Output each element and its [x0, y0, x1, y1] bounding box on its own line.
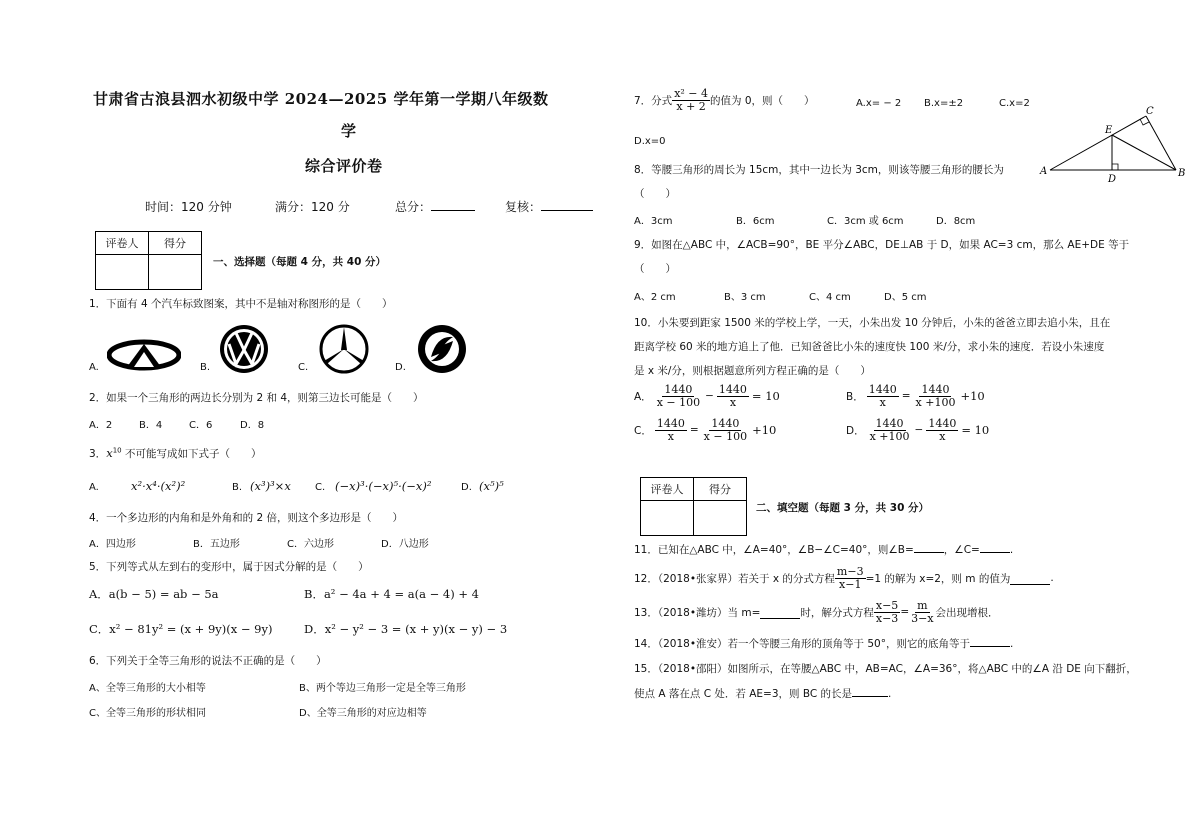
label-e: E: [1105, 125, 1113, 136]
q9-option-a[interactable]: A、2 cm: [634, 292, 676, 303]
q5-option-a[interactable]: A．a(b − 5) = ab − 5a: [89, 587, 219, 601]
dongfeng-logo-icon: [415, 323, 469, 375]
q6-option-d[interactable]: D、全等三角形的对应边相等: [299, 708, 427, 719]
q5-option-d[interactable]: D．x² − y² − 3 = (x + y)(x − y) − 3: [304, 622, 508, 636]
q11-blank-c[interactable]: [980, 552, 1010, 553]
q7-option-b[interactable]: B.x=±2: [924, 98, 964, 109]
question-7-stem: 7．分式 $\frac{\text{x² − 4}}{x + 2}$ 的值为 0，则（ ）: [634, 87, 815, 113]
q2-option-d[interactable]: D．8: [240, 420, 265, 431]
q2-option-c[interactable]: C．6: [189, 420, 213, 431]
q3-option-d[interactable]: D.: [461, 482, 472, 493]
q13-blank[interactable]: [760, 606, 800, 619]
q6-option-c[interactable]: C、全等三角形的形状相同: [89, 708, 206, 719]
q10-option-c[interactable]: C． $\frac{1440}{x}$ = $\frac{1440}{x - 100}$ +10: [634, 417, 777, 443]
question-14: 14．（2018•淮安）若一个等腰三角形的顶角等于 50°，则它的底角等于 .: [634, 638, 1014, 650]
label-c: C: [1146, 106, 1154, 117]
q7-fraction: $\frac{\text{x² − 4}}{x + 2}$: [674, 87, 709, 113]
question-6-stem: 6．下列关于全等三角形的说法不正确的是（ ）: [89, 655, 327, 667]
q2-option-b[interactable]: B．4: [139, 420, 163, 431]
score-header: 得分: [694, 478, 747, 501]
q12-blank[interactable]: [1010, 572, 1050, 585]
question-10-line3: 是 x 米/分，则根据题意所列方程正确的是（ ）: [634, 365, 871, 377]
q5-option-b[interactable]: B．a² − 4a + 4 = a(a − 4) + 4: [304, 587, 479, 601]
q7-option-c[interactable]: C.x=2: [999, 98, 1030, 109]
page-title: 甘肃省古浪县泗水初级中学 2024—2025 学年第一学期八年级数: [93, 90, 549, 108]
q4-option-c[interactable]: C．六边形: [287, 539, 334, 550]
q4-option-a[interactable]: A．四边形: [89, 539, 136, 550]
question-12: 12．（2018•张家界）若关于 x 的分式方程 $\frac{m-3}{x-1}$ =1 的解为 x=2，则 m 的值为 .: [634, 565, 1054, 591]
grader-header: 评卷人: [96, 232, 149, 255]
q3-expr-c: (−x)³·(−x)⁵·(−x)²: [335, 479, 432, 493]
page-title-cont: 学: [341, 122, 357, 140]
grader-table-2: [640, 477, 747, 536]
question-2-stem: 2．如果一个三角形的两边长分别为 2 和 4，则第三边长可能是（ ）: [89, 392, 424, 404]
score-header: 得分: [149, 232, 202, 255]
page-subtitle: 综合评价卷: [305, 157, 383, 175]
exam-time: 时间：120 分钟: [145, 200, 232, 214]
question-5-stem: 5．下列等式从左到右的变形中，属于因式分解的是（ ）: [89, 561, 369, 573]
question-1-stem: 1．下面有 4 个汽车标致图案，其中不是轴对称图形的是（ ）: [89, 298, 393, 310]
q1-option-d[interactable]: D.: [395, 362, 406, 373]
q8-option-a[interactable]: A．3cm: [634, 216, 673, 227]
question-8-paren: （ ）: [634, 188, 676, 200]
q11-blank-b[interactable]: [914, 552, 944, 553]
question-13: 13．（2018•潍坊）当 m= 时，解分式方程 $\frac{x-5}{x-3}$ = $\frac{m}{3-x}$ 会出现增根．: [634, 599, 999, 625]
volkswagen-logo-icon: [218, 323, 270, 375]
q10-option-b[interactable]: B． $\frac{1440}{x}$ = $\frac{1440}{x +100}$ +10: [846, 383, 985, 409]
q8-option-c[interactable]: C．3cm 或 6cm: [827, 216, 904, 227]
grader-header: 评卷人: [641, 478, 694, 501]
q10-option-a[interactable]: A． $\frac{1440}{x - 100}$ − $\frac{1440}{x}$ = 10: [634, 383, 780, 409]
q3-expr-d: (x⁵)⁵: [479, 479, 504, 493]
total-score-blank[interactable]: [431, 210, 475, 211]
review-label: 复核：: [505, 198, 593, 215]
score-cell[interactable]: [149, 255, 202, 290]
question-15-line1: 15．（2018•邵阳）如图所示，在等腰△ABC 中，AB=AC，∠A=36°，将△ABC 中的∠A 沿 DE 向下翻折，: [634, 663, 1137, 675]
question-3-stem: 3．$x^{10}$ 不可能写成如下式子（ ）: [89, 446, 262, 460]
q6-option-b[interactable]: B、两个等边三角形一定是全等三角形: [299, 683, 466, 694]
mercedes-logo-icon: [318, 323, 370, 375]
label-a: A: [1040, 166, 1048, 177]
q1-option-a[interactable]: A.: [89, 362, 99, 373]
q8-option-d[interactable]: D．8cm: [936, 216, 976, 227]
q4-option-d[interactable]: D．八边形: [381, 539, 429, 550]
question-11: 11．已知在△ABC 中，∠A=40°，∠B−∠C=40°，则∠B= ，∠C= .: [634, 544, 1014, 556]
question-10-line2: 距离学校 60 米的地方追上了他．已知爸爸比小朱的速度快 100 米/分，求小朱的速度．若设小朱速度: [634, 341, 1105, 353]
question-10-line1: 10．小朱要到距家 1500 米的学校上学，一天，小朱出发 10 分钟后，小朱的爸爸立即去追小朱，且在: [634, 317, 1111, 329]
grader-cell[interactable]: [641, 501, 694, 536]
q3-option-a[interactable]: A.: [89, 482, 99, 493]
infiniti-logo-icon: [107, 338, 181, 372]
q3-expr-a: x²·x⁴·(x²)²: [131, 479, 186, 493]
q3-option-b[interactable]: B.: [232, 482, 243, 493]
question-9-stem: 9．如图在△ABC 中，∠ACB=90°，BE 平分∠ABC，DE⊥AB 于 D，如果 AC=3 cm，那么 AE+DE 等于: [634, 239, 1130, 251]
q8-option-b[interactable]: B．6cm: [736, 216, 775, 227]
section-2-title: 二、填空题（每题 3 分，共 30 分）: [756, 502, 930, 514]
q9-option-d[interactable]: D、5 cm: [884, 292, 927, 303]
question-9-paren: （ ）: [634, 263, 676, 275]
review-blank[interactable]: [541, 210, 593, 211]
section-1-title: 一、选择题（每题 4 分，共 40 分）: [213, 256, 387, 268]
q2-option-a[interactable]: A．2: [89, 420, 113, 431]
q1-option-b[interactable]: B.: [200, 362, 211, 373]
triangle-figure: [1038, 104, 1188, 187]
q5-option-c[interactable]: C．x² − 81y² = (x + 9y)(x − 9y): [89, 622, 273, 636]
q3-option-c[interactable]: C.: [315, 482, 326, 493]
q4-option-b[interactable]: B．五边形: [193, 539, 240, 550]
label-d: D: [1108, 174, 1117, 184]
score-cell[interactable]: [694, 501, 747, 536]
q10-option-d[interactable]: D． $\frac{1440}{x +100}$ − $\frac{1440}{x}$ = 10: [846, 417, 990, 443]
q3-expr-b: (x³)³×x: [250, 479, 291, 493]
grader-cell[interactable]: [96, 255, 149, 290]
label-b: B: [1178, 168, 1186, 179]
grader-table-1: [95, 231, 202, 290]
q15-blank[interactable]: [852, 696, 888, 697]
q9-option-b[interactable]: B、3 cm: [724, 292, 766, 303]
q7-option-d[interactable]: D.x=0: [634, 136, 666, 147]
full-score: 满分：120 分: [275, 200, 350, 214]
q14-blank[interactable]: [970, 646, 1010, 647]
question-15-line2: 使点 A 落在点 C 处．若 AE=3，则 BC 的长是 .: [634, 688, 892, 700]
q7-option-a[interactable]: A.x= − 2: [856, 98, 902, 109]
q9-option-c[interactable]: C、4 cm: [809, 292, 851, 303]
question-4-stem: 4．一个多边形的内角和是外角和的 2 倍，则这个多边形是（ ）: [89, 512, 404, 524]
q1-option-c[interactable]: C.: [298, 362, 309, 373]
total-score-label: 总分：: [395, 198, 475, 215]
q6-option-a[interactable]: A、全等三角形的大小相等: [89, 683, 206, 694]
question-8-stem: 8．等腰三角形的周长为 15cm，其中一边长为 3cm，则该等腰三角形的腰长为: [634, 164, 1004, 176]
